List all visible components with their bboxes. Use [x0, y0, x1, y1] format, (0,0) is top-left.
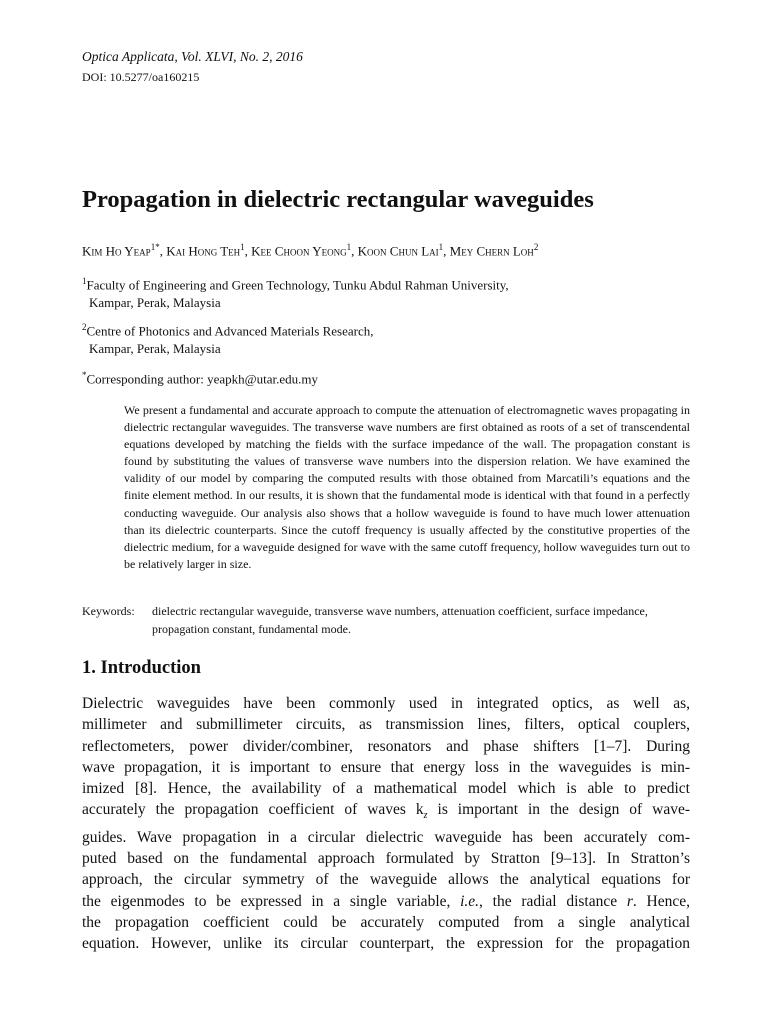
body-line: millimeter and submillimeter circuits, as transmission lines, filters, optical couplers,	[82, 716, 690, 734]
affiliation-line: Kampar, Perak, Malaysia	[89, 341, 221, 357]
author-sup: 1	[346, 242, 352, 252]
affiliation-sup: 1	[82, 276, 87, 286]
body-line-text: is important in the design of wave-	[427, 801, 690, 819]
journal-citation: Optica Applicata, Vol. XLVI, No. 2, 2016	[82, 49, 303, 64]
author-name: Koon Chun Lai	[357, 243, 439, 259]
author-list: Kim Ho Yeap$^{1*}$, Kai Hong Teh$^1$, Kee Choon Yeong$^1$, Koon Chun Lai$^1$, Mey Chern Loh$^2$	[82, 242, 539, 259]
italic-r: r	[626, 892, 633, 910]
corresponding-author	[82, 366, 318, 388]
body-line-with-kz	[82, 799, 690, 826]
section-body	[82, 693, 690, 955]
corresponding-sup: *	[82, 370, 87, 380]
body-line: equation. However, unlike its circular counterpart, the expression for the propagation	[82, 935, 690, 953]
affiliation-line: Faculty of Engineering and Green Technology, Tunku Abdul Rahman University,	[86, 277, 509, 293]
author-name: Kee Choon Yeong	[251, 243, 347, 259]
author-name: Mey Chern Loh	[449, 243, 534, 259]
affiliation-line: Kampar, Perak, Malaysia	[89, 295, 221, 311]
affiliation-2	[82, 318, 374, 358]
author-name: Kim Ho Yeap	[82, 243, 151, 259]
author-sup: 1	[438, 242, 444, 252]
affiliation-line: Centre of Photonics and Advanced Materials Research,	[86, 323, 374, 339]
body-line-with-ie	[82, 891, 690, 912]
body-line: imized [8]. Hence, the availability of a mathematical model which is able to predict	[82, 780, 690, 798]
abstract: We present a fundamental and accurate approach to compute the attenuation of electromagnetic waves propagating in dielectric rectangular waveguides. The transverse wave numbers are first obtained as roots of a set of transcendental equations developed by matching the fields with the surface impedance of the wall. The propagation constant is found by substituting the values of transverse wave numbers into the dispersion relation. We have examined the validity of our model by comparing the computed results with those obtained from Marcatili’s equations and the finite element method. In our results, it is shown that the fundamental mode is identical with that found in a perfectly conducting waveguide. Our analysis also shows that a hollow waveguide is found to have much lower attenuation than its dielectric counterparts. Since the cutoff frequency is usually affected by the constitutive properties of the dielectric medium, for a waveguide designed for wave with the same cutoff frequency, hollow waveguides turn out to be relatively larger in size.	[124, 403, 690, 571]
author-sup: 2	[533, 242, 539, 252]
paper-title: Propagation in dielectric rectangular waveguides	[82, 186, 594, 213]
keywords-text: dielectric rectangular waveguide, transverse wave numbers, attenuation coefficient, surface impedance, propagation constant, fundamental mode.	[152, 604, 648, 636]
doi: DOI: 10.5277/oa160215	[82, 70, 200, 84]
body-line: the propagation coefficient could be accurately computed from a single analytical	[82, 914, 690, 932]
body-line-text: . Hence,	[632, 892, 690, 910]
body-line-text: accurately the propagation coefficient of waves k	[82, 801, 424, 819]
body-line: reflectometers, power divider/combiner, resonators and phase shifters [1–7]. During	[82, 737, 690, 755]
subscript-z: z	[423, 810, 428, 822]
keywords	[82, 603, 690, 638]
body-line: approach, the circular symmetry of the waveguide allows the analytical equations for	[82, 871, 690, 889]
body-line: guides. Wave propagation in a circular dielectric waveguide has been accurately com-	[82, 828, 690, 846]
body-line-text: , the radial distance	[479, 892, 627, 910]
affiliation-sup: 2	[82, 322, 87, 332]
author-sup: 1	[240, 242, 245, 252]
author-sup: 1*	[150, 242, 160, 252]
body-line: Dielectric waveguides have been commonly used in integrated optics, as well as,	[82, 695, 690, 712]
section-heading: 1. Introduction	[82, 658, 201, 678]
body-line-text: the eigenmodes to be expressed in a single variable,	[82, 892, 461, 910]
italic-ie: i.e.	[460, 892, 480, 910]
author-name: Kai Hong Teh	[166, 243, 241, 259]
corresponding-email: Corresponding author: yeapkh@utar.edu.my	[86, 371, 318, 387]
body-line: puted based on the fundamental approach formulated by Stratton [9–13]. In Stratton’s	[82, 850, 690, 868]
affiliation-1	[82, 272, 509, 312]
body-line: wave propagation, it is important to ensure that energy loss in the waveguides is min-	[82, 758, 690, 776]
keywords-label: Keywords:	[82, 604, 135, 618]
